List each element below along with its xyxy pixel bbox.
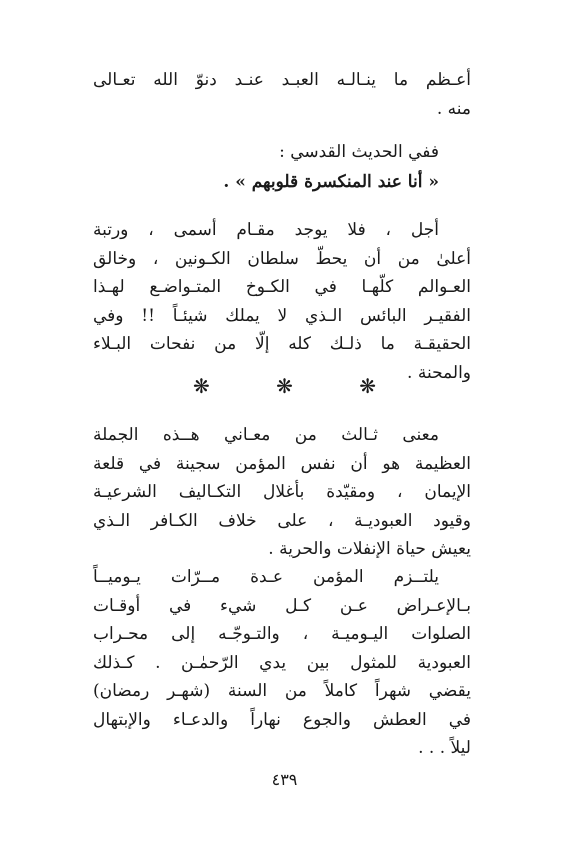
text-line: يلتــزم المؤمن عـدة مــرّات يـوميــاً — [93, 567, 439, 587]
text-line: العبودية للمثول بين يدي الرّحمٰـن . كـذلك — [93, 652, 471, 673]
text-line: « أنا عند المنكسرة قلوبهم » . — [223, 172, 439, 192]
text-line: ليلاً . . . — [418, 738, 471, 758]
text-line: الإيمان ، ومقيّدة بأغلال التكـاليف الشرعيـة — [93, 482, 471, 502]
text-line: أجل ، فلا يوجد مقـام أسمى ، ورتبة — [93, 220, 439, 240]
text-line: يقضي شهراً كاملاً من السنة (شهـر رمضان) — [93, 681, 471, 701]
text-line: منه . — [436, 98, 471, 119]
text-line: الفقيـر البائس الـذي لا يملك شيئـاً !! وفي — [93, 305, 471, 326]
text-line: معنى ثـالث من معـاني هــذه الجملة — [93, 425, 439, 445]
text-line: وقيود العبوديـة ، على خلاف الكـافر الـذي — [93, 510, 471, 531]
text-line: الحقيقـة ما ذلـك كله إلّا من نفحات البـلاء — [93, 334, 471, 354]
text-line: والمحنة . — [407, 362, 471, 383]
text-line: يعيش حياة الإنفلات والحرية . — [268, 539, 471, 559]
text-line: في العطش والجوع نهاراً والدعـاء والإبتهال — [93, 709, 471, 730]
text-line: الصلوات اليـوميـة ، والتـوجّـه إلى محـراب — [93, 624, 471, 644]
text-line: بـالإعـراض عـن كـل شيء في أوقـات — [93, 595, 471, 616]
text-line: العـوالم كلّهـا في الكـوخ المتـواضـع لهـذا — [93, 277, 471, 297]
text-line: أعـظم ما ينـالـه العبـد عنـد دنوّ الله تعـالى — [93, 70, 471, 90]
text-line: أعلىٰ من أن يحطّ سلطان الكـونين ، وخالق — [93, 248, 471, 269]
text-line: العظيمة هو أن نفس المؤمن سجينة في قلعة — [93, 453, 471, 474]
page-number: ٤٣٩ — [271, 770, 298, 789]
text-line: ففي الحديث القدسي : — [279, 142, 439, 162]
section-separator: ❋ ❋ ❋ — [193, 374, 406, 398]
